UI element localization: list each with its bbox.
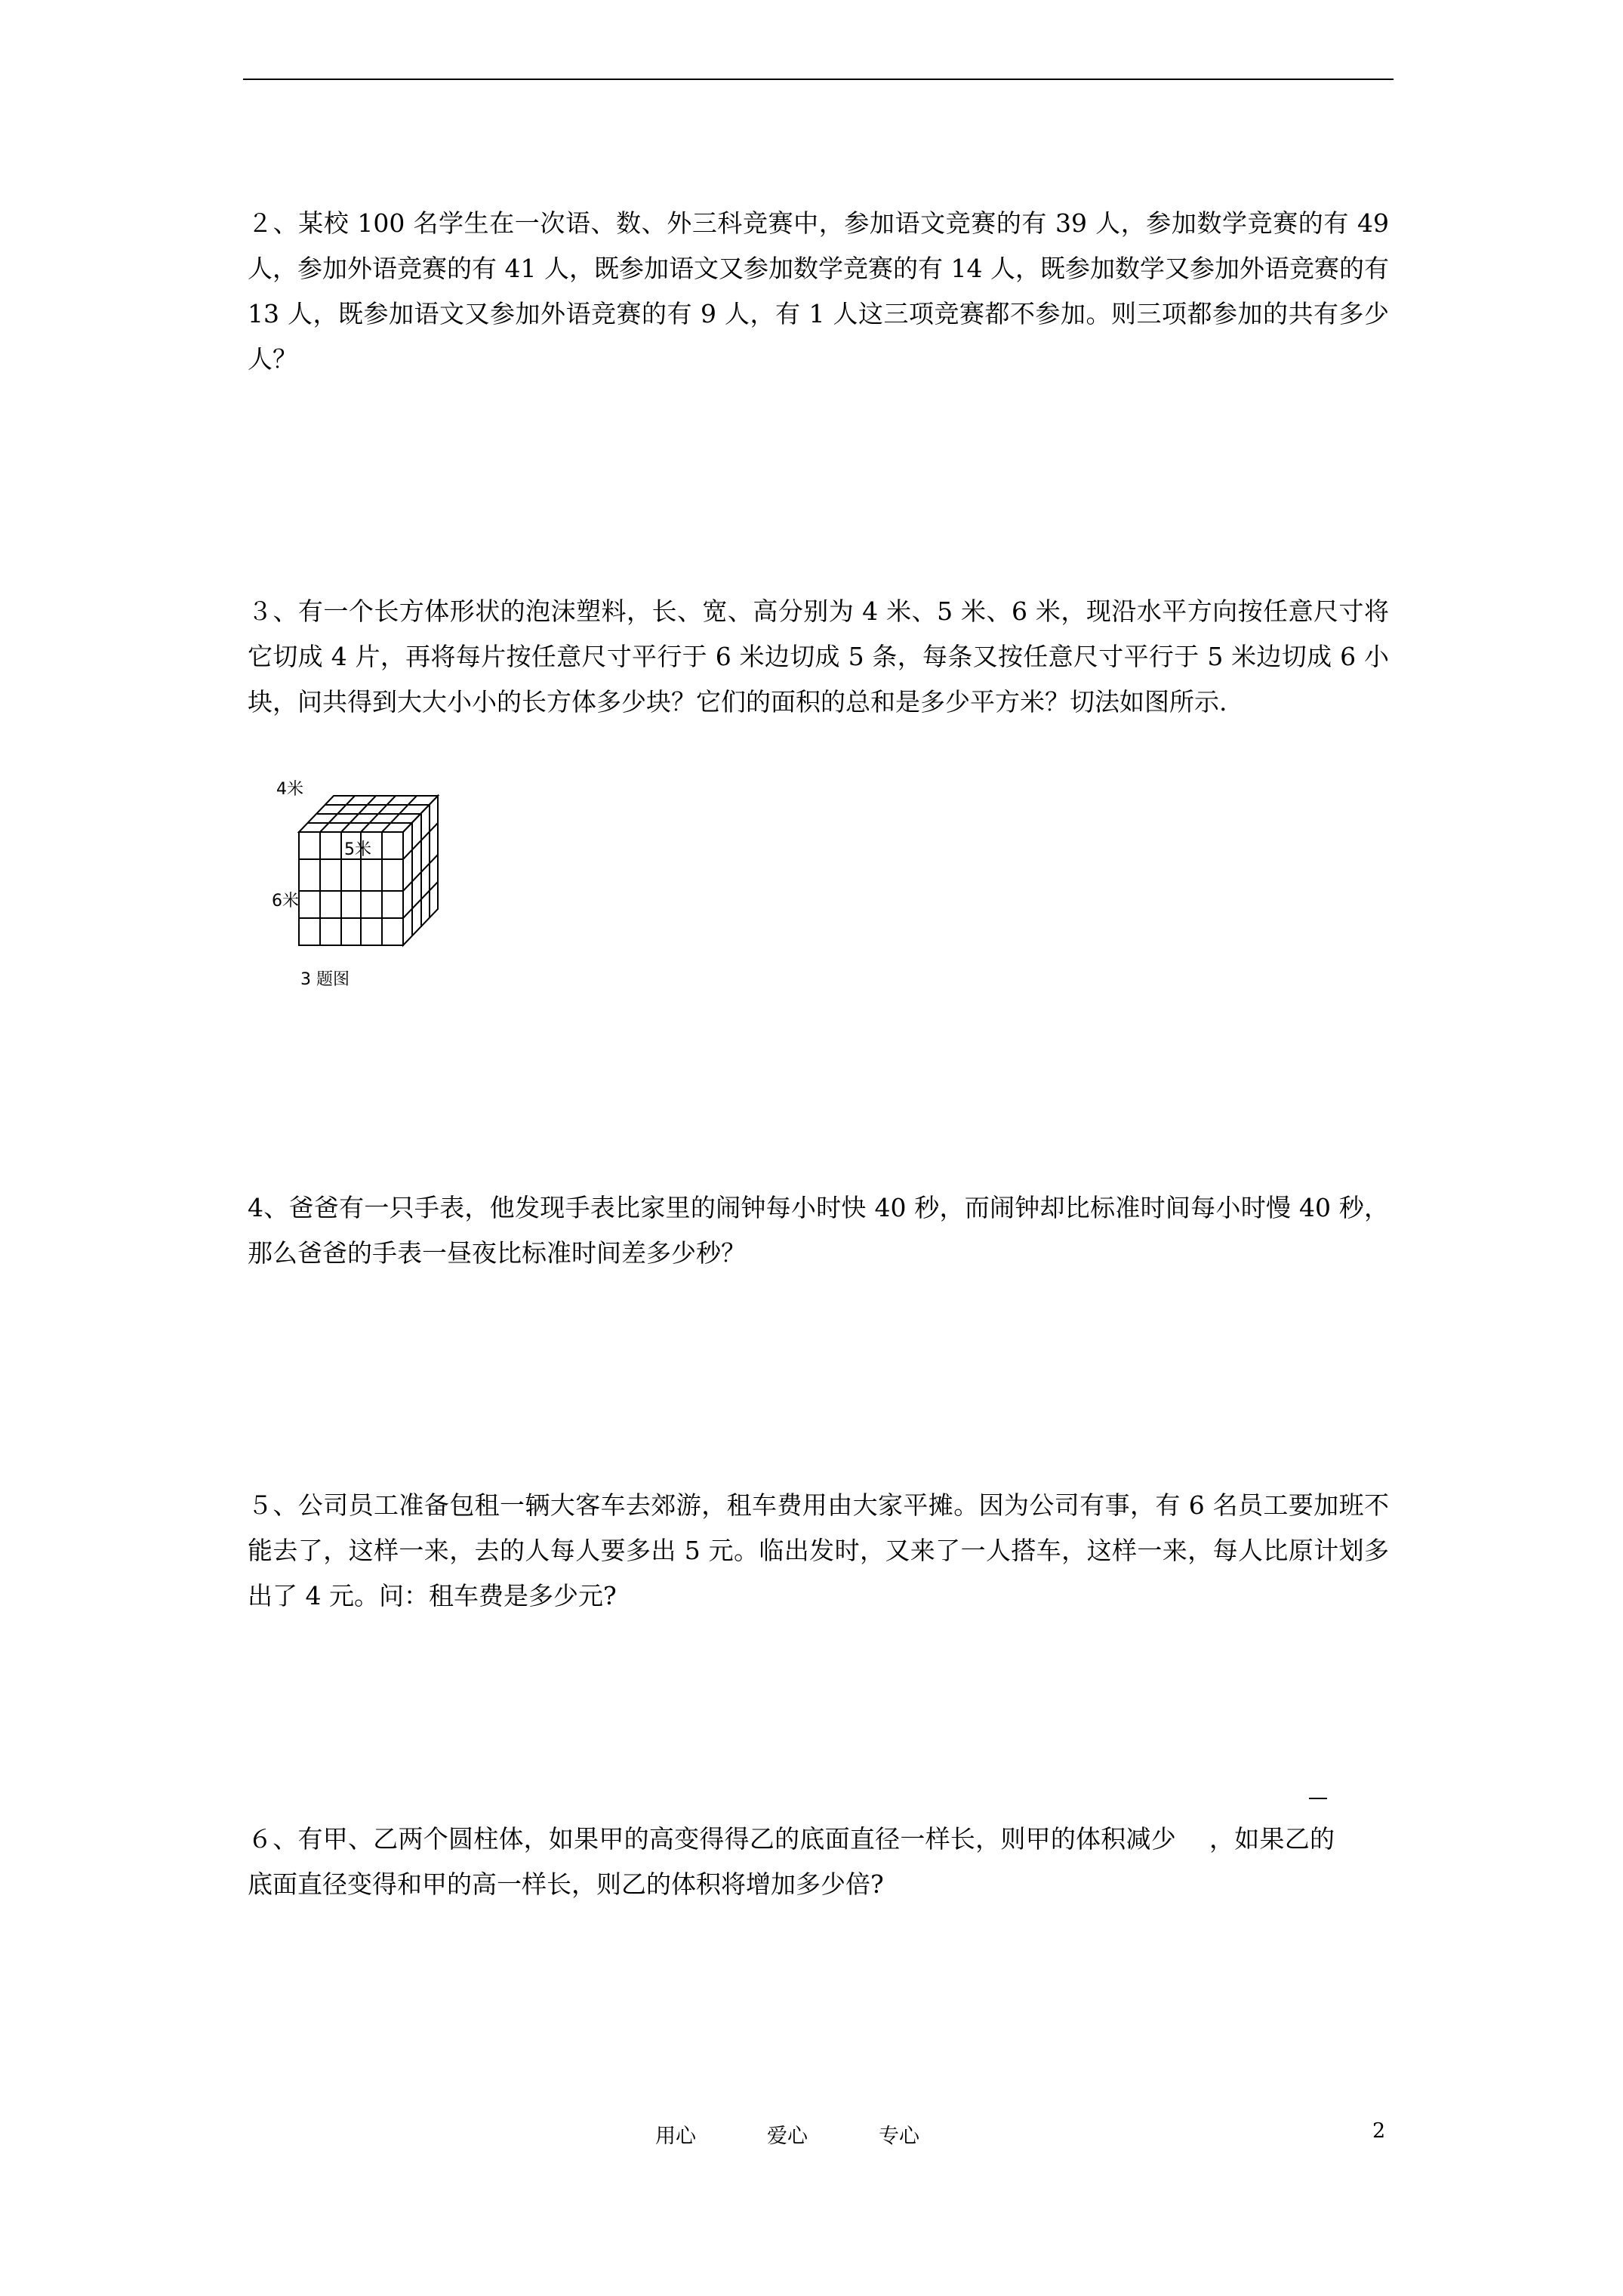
- figure-caption: 3 题图: [300, 970, 350, 989]
- footer-zhuanxin: 专心: [879, 2125, 919, 2148]
- question-6: ６、有甲、乙两个圆柱体，如果甲的高变得得乙的底面直径一样长，则甲的体积减少 ，如果乙的底面直径变得和甲的高一样长，则乙的体积将增加多少倍?: [248, 1824, 1335, 1899]
- question-2: ２、某校 100 名学生在一次语、数、外三科竞赛中，参加语文竞赛的有 39 人，参加数学竞赛的有 49 人，参加外语竞赛的有 41 人，既参加语文又参加数学竞赛的有 14 人，既参加数学又参加外语竞赛的有 13 人，既参加语文又参加外语竞赛的有 9 人，有 1 人这三项竞赛都不参加。则三项都参加的共有多少人？: [248, 208, 1389, 374]
- header-rule: [243, 79, 1394, 80]
- label-5m: 5米: [344, 840, 371, 859]
- fraction-bar: [1309, 1798, 1327, 1799]
- page-number: 2: [1372, 2119, 1386, 2143]
- footer-aixin: 爱心: [767, 2125, 808, 2148]
- label-6m: 6米: [272, 892, 299, 911]
- question-3: ３、有一个长方体形状的泡沫塑料，长、宽、高分别为 4 米、5 米、6 米，现沿水平方向按任意尺寸将它切成 4 片，再将每片按任意尺寸平行于 6 米边切成 5 条，每条又按任意尺寸平行于 5 米边切成 6 小块，问共得到大大小小的长方体多少块？它们的面积的总和是多少平方米？切法如图所示.: [248, 596, 1389, 717]
- cuboid-cutting-figure: [272, 770, 453, 997]
- question-5: ５、公司员工准备包租一辆大客车去郊游，租车费用由大家平摊。因为公司有事，有 6 名员工要加班不能去了，这样一来，去的人每人要多出 5 元。临出发时，又来了一人搭车，这样一来，每人比原计划多出了 4 元。问：租车费是多少元?: [248, 1490, 1389, 1610]
- question-4: 4、爸爸有一只手表，他发现手表比家里的闹钟每小时快 40 秒，而闹钟却比标准时间每小时慢 40 秒，那么爸爸的手表一昼夜比标准时间差多少秒？: [248, 1193, 1389, 1268]
- label-4m: 4米: [276, 780, 303, 799]
- footer-yongxin: 用心: [655, 2125, 696, 2148]
